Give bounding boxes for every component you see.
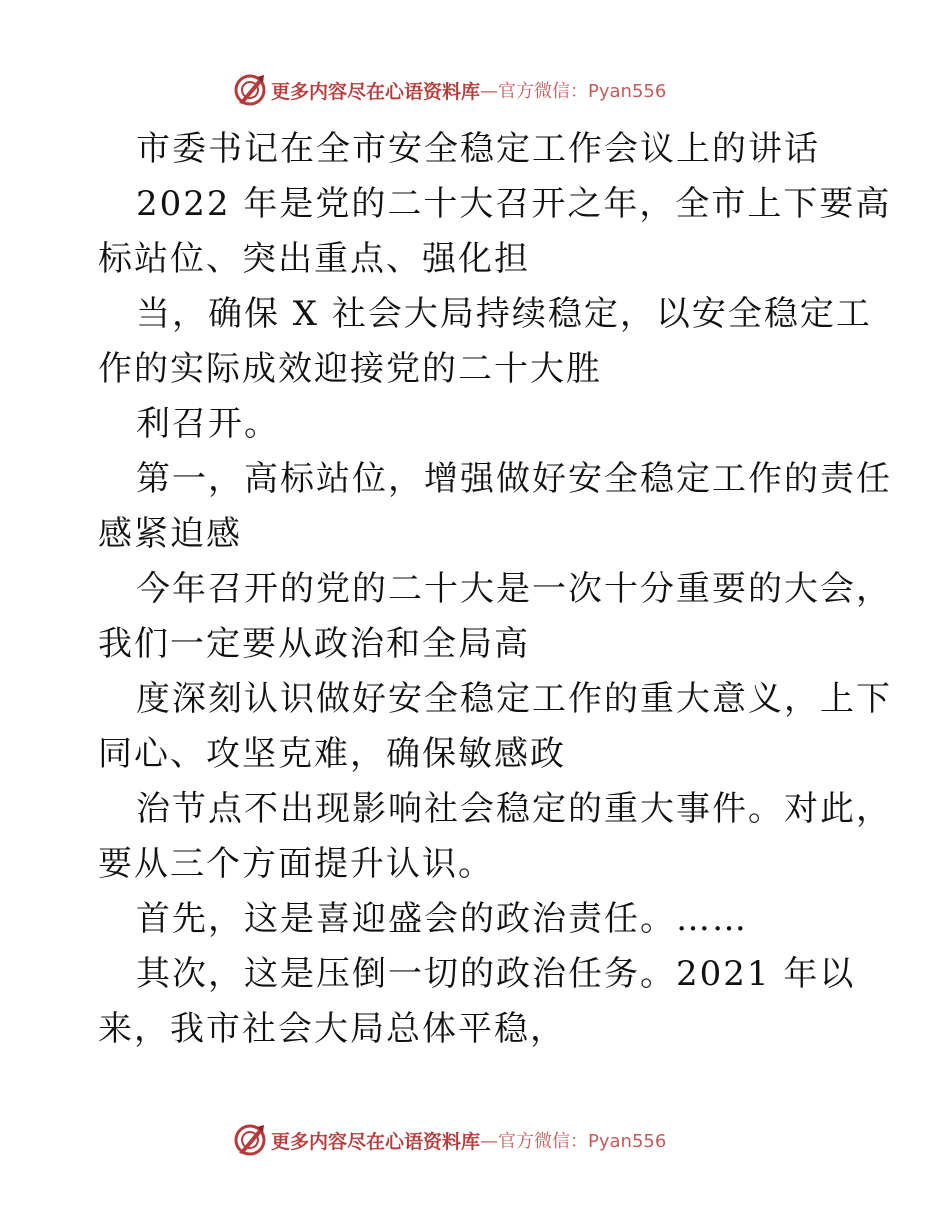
text-line: 首先，这是喜迎盛会的政治责任。…… — [136, 899, 748, 939]
text-line: 其次，这是压倒一切的政治任务。2021 年以 — [136, 954, 856, 994]
text-line: 标站位、突出重点、强化担 — [98, 239, 530, 279]
text-line: 作的实际成效迎接党的二十大胜 — [98, 349, 602, 389]
document-body — [98, 122, 892, 1057]
quill-logo-icon — [233, 73, 267, 107]
footer-watermark — [233, 1122, 666, 1158]
watermark-brand: 更多内容尽在心语资料库 — [271, 80, 481, 103]
section-heading-continued: 感紧迫感 — [98, 514, 242, 554]
text-line: 度深刻认识做好安全稳定工作的重大意义，上下 — [136, 679, 892, 719]
quill-logo-icon — [233, 1123, 267, 1157]
text-line: 治节点不出现影响社会稳定的重大事件。对此， — [136, 789, 892, 829]
document-title: 市委书记在全市安全稳定工作会议上的讲话 — [136, 129, 820, 169]
text-line: 今年召开的党的二十大是一次十分重要的大会， — [136, 569, 892, 609]
watermark-contact: —官方微信：Pyan556 — [480, 1131, 667, 1152]
text-line: 利召开。 — [136, 404, 280, 444]
text-line: 我们一定要从政治和全局高 — [98, 624, 530, 664]
text-line: 当，确保 X 社会大局持续稳定，以安全稳定工 — [136, 294, 872, 334]
watermark-brand: 更多内容尽在心语资料库 — [271, 1130, 481, 1153]
text-line: 2022 年是党的二十大召开之年，全市上下要高 — [136, 184, 892, 224]
text-line: 要从三个方面提升认识。 — [98, 844, 494, 884]
watermark-contact: —官方微信：Pyan556 — [480, 81, 667, 102]
section-heading: 第一，高标站位，增强做好安全稳定工作的责任 — [136, 459, 892, 499]
text-line: 来，我市社会大局总体平稳， — [98, 1009, 566, 1049]
text-line: 同心、攻坚克难，确保敏感政 — [98, 734, 566, 774]
header-watermark — [233, 72, 666, 108]
